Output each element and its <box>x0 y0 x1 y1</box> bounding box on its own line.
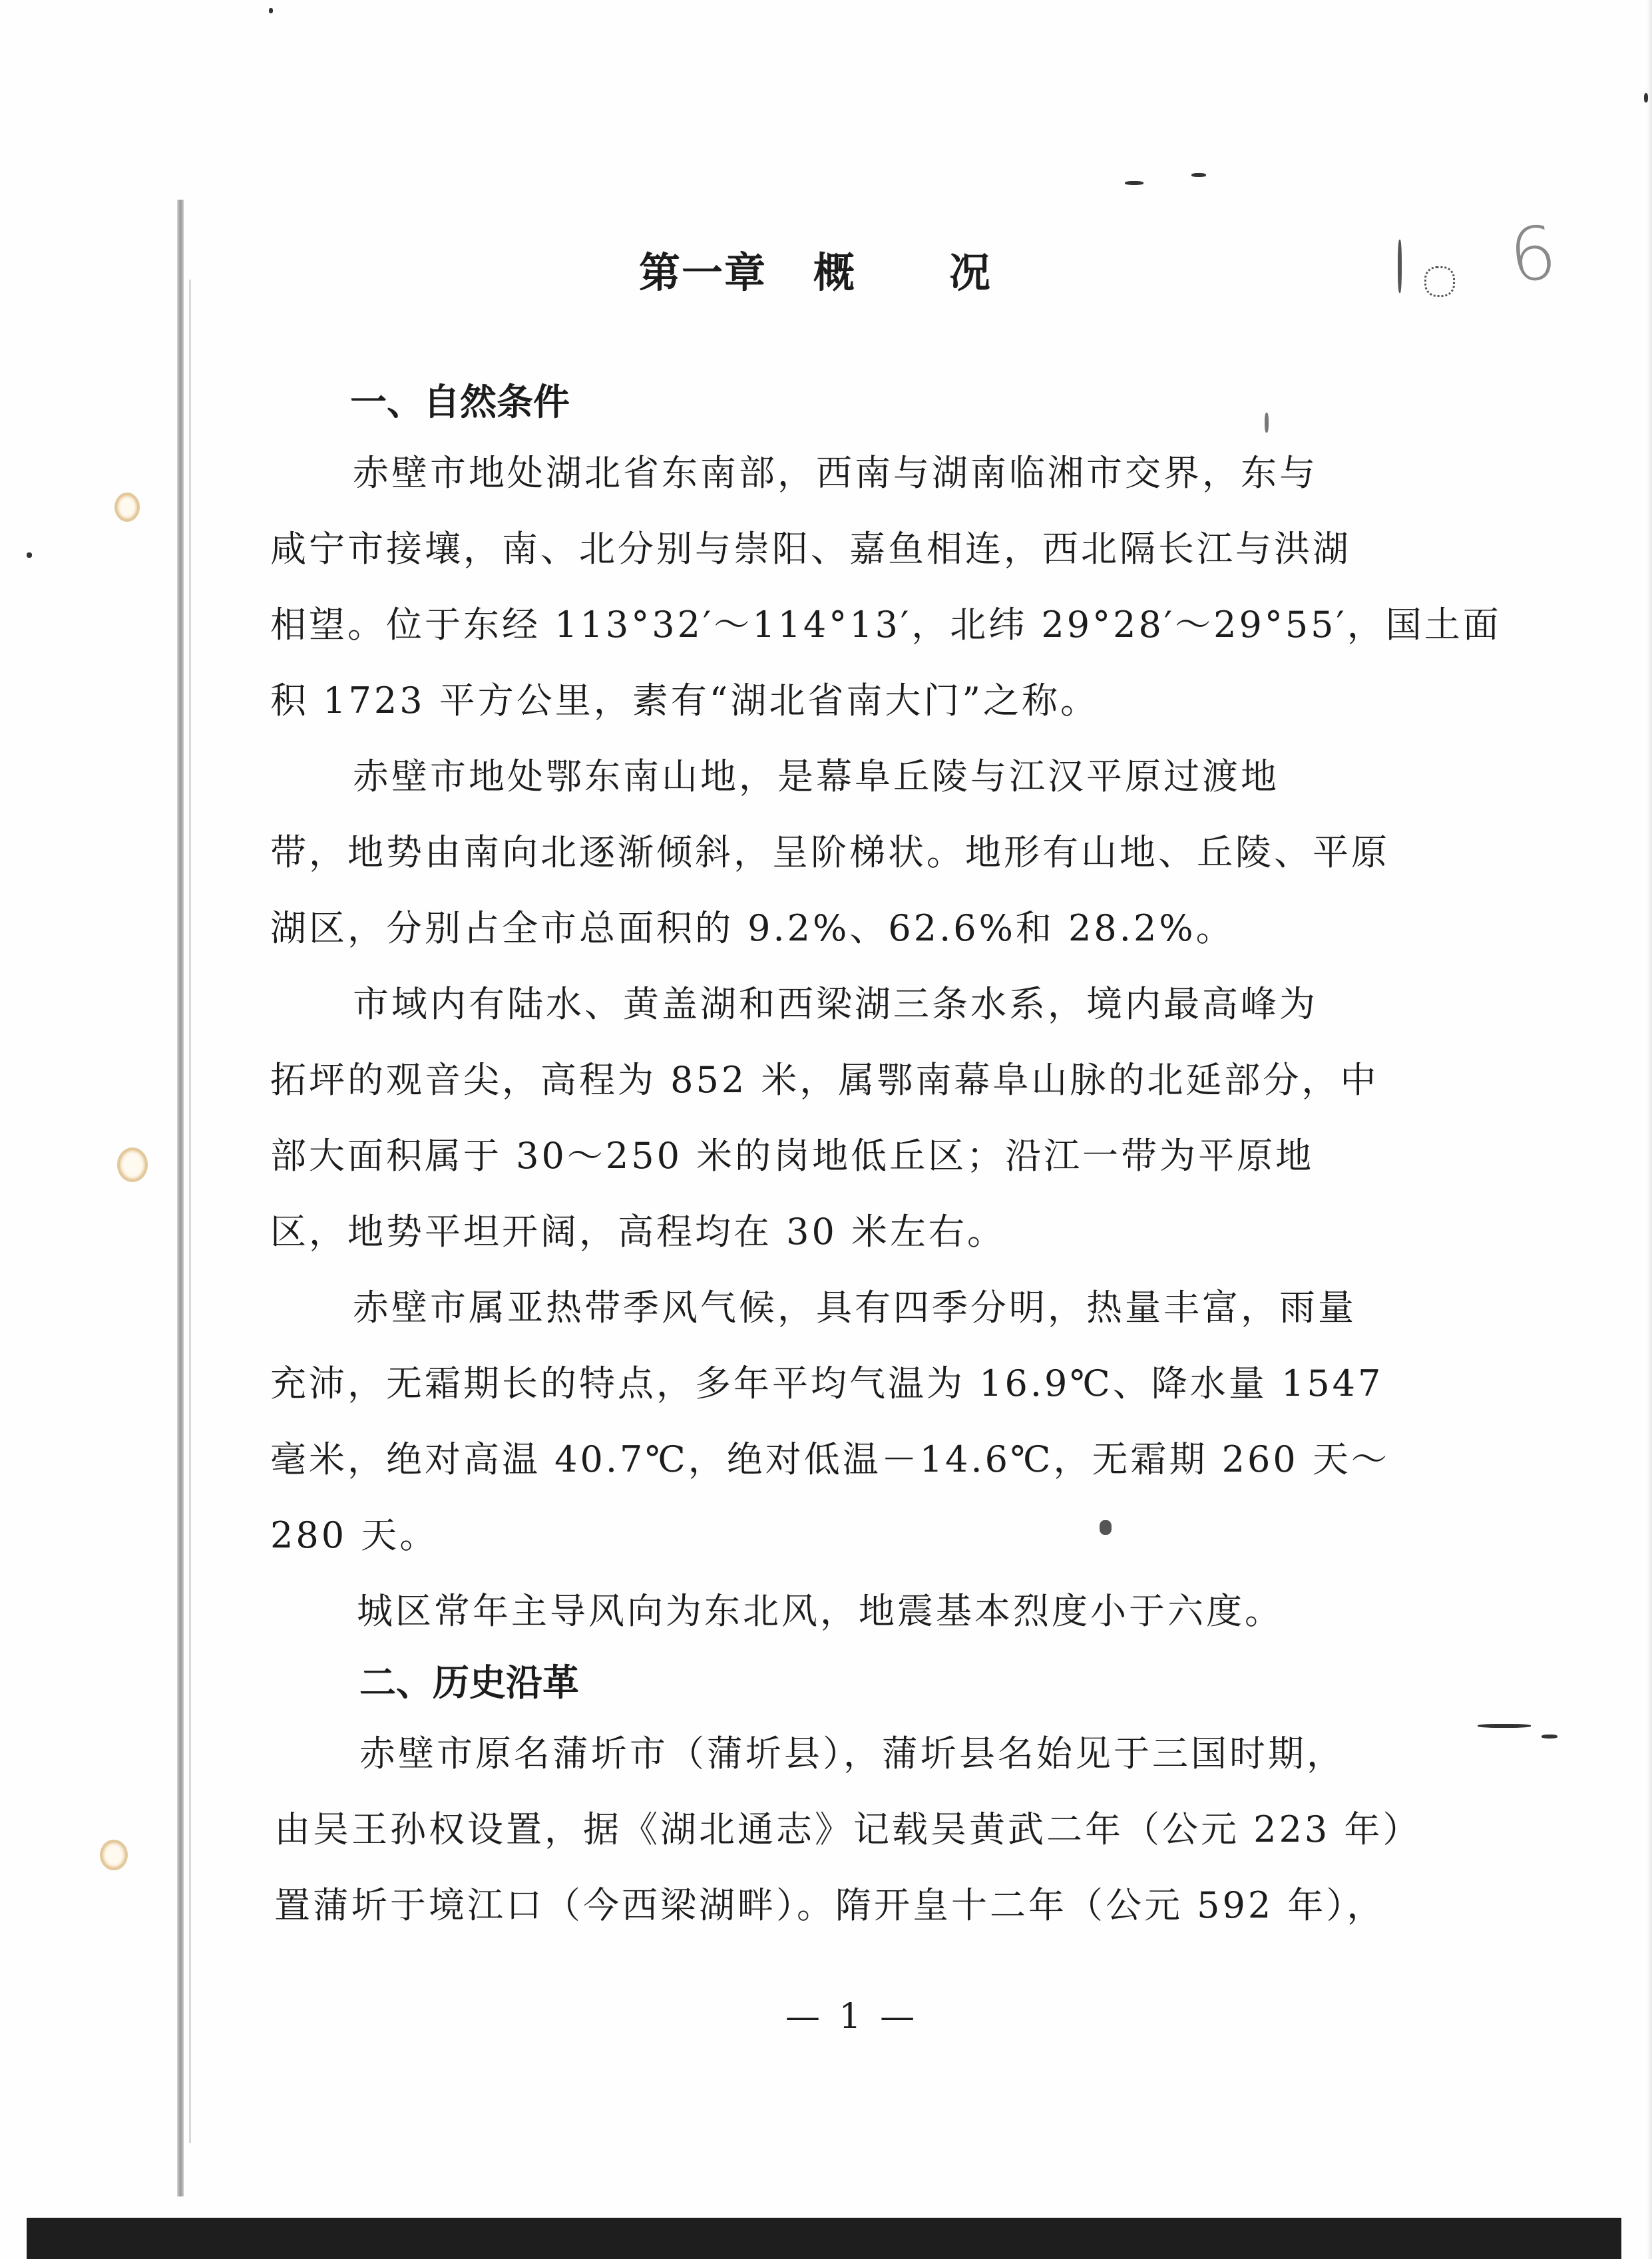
paragraph-line: 赤壁市地处鄂东南山地，是幕阜丘陵与江汉平原过渡地 <box>353 755 1279 797</box>
section-heading-natural-conditions: 一、自然条件 <box>350 381 570 423</box>
scan-speck <box>269 8 273 13</box>
paragraph-line: 280 天。 <box>270 1514 439 1556</box>
paragraph-line: 区，地势平坦开阔，高程均在 30 米左右。 <box>270 1211 1006 1253</box>
scan-speck <box>1424 266 1455 297</box>
section-heading-history: 二、历史沿革 <box>359 1661 580 1704</box>
paragraph-line: 拓坪的观音尖，高程为 852 米，属鄂南幕阜山脉的北延部分，中 <box>270 1059 1379 1101</box>
paragraph-line: 咸宁市接壤，南、北分别与崇阳、嘉鱼相连，西北隔长江与洪湖 <box>270 528 1351 570</box>
scan-speck <box>1191 173 1206 177</box>
chapter-title-word-2: 况 <box>949 248 992 297</box>
paragraph-line: 由吴王孙权设置，据《湖北通志》记载吴黄武二年（公元 223 年） <box>274 1808 1422 1850</box>
paragraph-line: 充沛，无霜期长的特点，多年平均气温为 16.9℃、降水量 1547 <box>270 1362 1384 1404</box>
paragraph-line: 赤壁市属亚热带季风气候，具有四季分明，热量丰富，雨量 <box>353 1287 1356 1329</box>
paragraph-line: 部大面积属于 30～250 米的岗地低丘区；沿江一带为平原地 <box>270 1135 1315 1177</box>
handwritten-page-mark: 6 <box>1505 209 1561 300</box>
scanner-bottom-edge <box>27 2218 1621 2259</box>
scan-speck <box>1265 413 1269 433</box>
paragraph-line: 市域内有陆水、黄盖湖和西梁湖三条水系，境内最高峰为 <box>353 983 1318 1025</box>
binding-edge-shadow <box>177 200 184 2196</box>
scan-speck <box>1398 240 1402 293</box>
paragraph-line: 赤壁市原名蒲圻市（蒲圻县），蒲圻县名始见于三国时期， <box>359 1733 1345 1774</box>
punch-hole <box>117 1147 148 1182</box>
chapter-title <box>639 240 992 299</box>
paragraph-line: 带，地势由南向北逐渐倾斜，呈阶梯状。地形有山地、丘陵、平原 <box>270 831 1390 873</box>
scan-speck <box>27 552 32 558</box>
paragraph-line: 湖区，分别占全市总面积的 9.2%、62.6%和 28.2%。 <box>270 907 1235 949</box>
chapter-title-number: 第一章 <box>639 248 767 297</box>
punch-hole <box>114 493 140 522</box>
scan-speck <box>1478 1724 1531 1728</box>
punch-hole <box>100 1840 128 1870</box>
scan-speck <box>1100 1520 1112 1535</box>
scan-speck <box>1644 93 1648 103</box>
page-right-edge <box>1647 0 1652 2259</box>
page-number: — 1 — <box>785 1997 919 2037</box>
scan-speck <box>1542 1735 1557 1739</box>
paragraph-line: 赤壁市地处湖北省东南部，西南与湖南临湘市交界，东与 <box>353 452 1318 494</box>
binding-edge-line <box>189 280 191 2143</box>
scan-speck <box>1125 181 1143 185</box>
paragraph-line: 城区常年主导风向为东北风，地震基本烈度小于六度。 <box>357 1590 1283 1632</box>
paragraph-line: 毫米，绝对高温 40.7℃，绝对低温－14.6℃，无霜期 260 天～ <box>270 1438 1390 1480</box>
paragraph-line: 置蒲圻于境江口（今西梁湖畔）。隋开皇十二年（公元 592 年）， <box>274 1884 1386 1926</box>
paragraph-line: 相望。位于东经 113°32′～114°13′，北纬 29°28′～29°55′，国土面 <box>270 604 1502 646</box>
paragraph-line: 积 1723 平方公里，素有“湖北省南大门”之称。 <box>270 680 1099 721</box>
chapter-title-word-1: 概 <box>813 248 857 297</box>
